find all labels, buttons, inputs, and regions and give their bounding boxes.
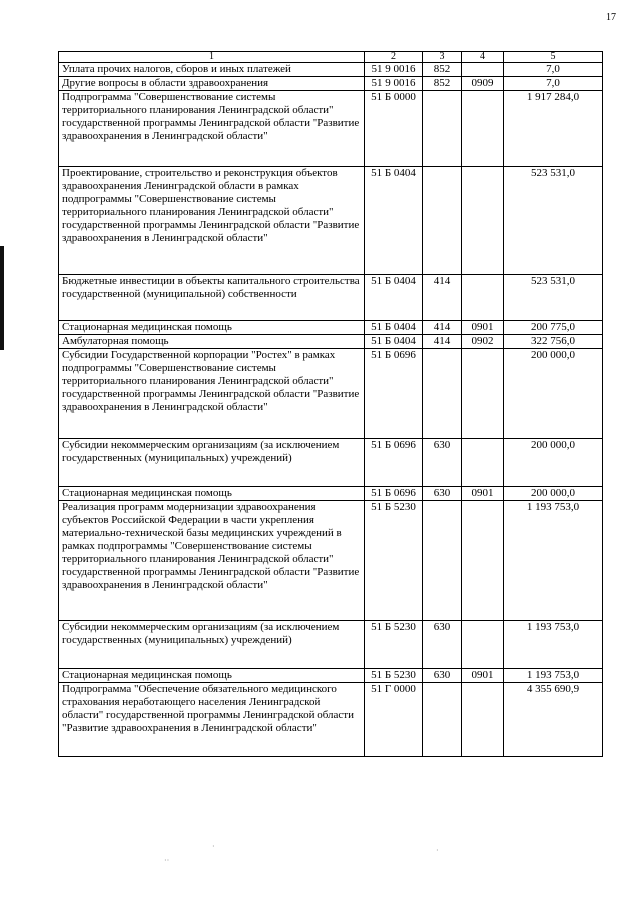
row-code: 51 Б 5230	[365, 501, 423, 621]
row-expense-type: 852	[423, 63, 462, 77]
table-row	[59, 621, 603, 669]
row-name: Стационарная медицинская помощь	[59, 669, 365, 683]
row-expense-type	[423, 683, 462, 757]
column-header-5: 5	[504, 52, 603, 63]
row-code: 51 Б 0404	[365, 335, 423, 349]
row-code: 51 Б 5230	[365, 621, 423, 669]
row-sum: 200 000,0	[504, 487, 603, 501]
row-name: Проектирование, строительство и реконструкция объектов здравоохранения Ленинградской области в рамках подпрограммы "Совершенствование системы территориального планирования Ленинградской области" государственной программы Ленинградской области "Развитие здравоохранения в Ленинградской области"	[59, 167, 365, 275]
row-expense-type	[423, 501, 462, 621]
row-code: 51 9 0016	[365, 77, 423, 91]
row-code: 51 Б 0696	[365, 487, 423, 501]
row-name: Амбулаторная помощь	[59, 335, 365, 349]
row-section: 0909	[462, 77, 504, 91]
scan-speck: ··	[164, 856, 170, 865]
table-row	[59, 167, 603, 275]
row-sum: 1 193 753,0	[504, 501, 603, 621]
table-row	[59, 683, 603, 757]
row-name: Реализация программ модернизации здравоохранения субъектов Российской Федерации в части укрепления материально-технической базы медицинских учреждений в рамках подпрограммы "Совершенствование системы территориального планирования Ленинградской области" государственной программы Ленинградской области "Развитие здравоохранения в Ленинградской области"	[59, 501, 365, 621]
row-name: Уплата прочих налогов, сборов и иных платежей	[59, 63, 365, 77]
row-section: 0901	[462, 669, 504, 683]
table-row	[59, 501, 603, 621]
page-number: 17	[606, 12, 616, 23]
row-expense-type: 630	[423, 621, 462, 669]
row-section: 0902	[462, 335, 504, 349]
row-name: Стационарная медицинская помощь	[59, 487, 365, 501]
column-header-3: 3	[423, 52, 462, 63]
row-name: Субсидии Государственной корпорации "Ростех" в рамках подпрограммы "Совершенствование системы территориального планирования Ленинградской области" государственной программы Ленинградской области "Развитие здравоохранения в Ленинградской области"	[59, 349, 365, 439]
table-row	[59, 275, 603, 321]
header-row	[59, 52, 603, 63]
table-row	[59, 63, 603, 77]
table-row	[59, 487, 603, 501]
row-section	[462, 683, 504, 757]
scan-speck: ·	[436, 846, 439, 855]
row-expense-type: 414	[423, 275, 462, 321]
row-name: Подпрограмма "Совершенствование системы территориального планирования Ленинградской области" государственной программы Ленинградской области "Развитие здравоохранения в Ленинградской области"	[59, 91, 365, 167]
table-row	[59, 349, 603, 439]
row-sum: 1 193 753,0	[504, 669, 603, 683]
row-section	[462, 439, 504, 487]
row-code: 51 Б 0404	[365, 275, 423, 321]
table-row	[59, 439, 603, 487]
row-name: Бюджетные инвестиции в объекты капитального строительства государственной (муниципальной) собственности	[59, 275, 365, 321]
row-sum: 200 000,0	[504, 349, 603, 439]
row-section	[462, 167, 504, 275]
row-section: 0901	[462, 321, 504, 335]
row-sum: 1 917 284,0	[504, 91, 603, 167]
row-code: 51 Б 0696	[365, 439, 423, 487]
row-code: 51 Б 0404	[365, 321, 423, 335]
row-expense-type: 852	[423, 77, 462, 91]
column-header-2: 2	[365, 52, 423, 63]
row-section	[462, 91, 504, 167]
scan-speck: ·	[212, 842, 215, 851]
row-expense-type: 414	[423, 335, 462, 349]
scan-edge-mark	[0, 246, 4, 350]
row-expense-type: 630	[423, 487, 462, 501]
row-code: 51 9 0016	[365, 63, 423, 77]
row-sum: 523 531,0	[504, 275, 603, 321]
row-expense-type	[423, 91, 462, 167]
row-expense-type	[423, 167, 462, 275]
column-header-4: 4	[462, 52, 504, 63]
row-name: Субсидии некоммерческим организациям (за исключением государственных (муниципальных) учреждений)	[59, 439, 365, 487]
row-section	[462, 501, 504, 621]
row-sum: 200 000,0	[504, 439, 603, 487]
row-code: 51 Б 5230	[365, 669, 423, 683]
row-code: 51 Б 0696	[365, 349, 423, 439]
row-section	[462, 63, 504, 77]
table-row	[59, 91, 603, 167]
row-name: Субсидии некоммерческим организациям (за исключением государственных (муниципальных) учреждений)	[59, 621, 365, 669]
row-sum: 322 756,0	[504, 335, 603, 349]
row-sum: 7,0	[504, 63, 603, 77]
row-code: 51 Б 0000	[365, 91, 423, 167]
budget-table	[58, 51, 603, 757]
row-sum: 1 193 753,0	[504, 621, 603, 669]
row-sum: 523 531,0	[504, 167, 603, 275]
row-name: Стационарная медицинская помощь	[59, 321, 365, 335]
table-row	[59, 669, 603, 683]
row-section	[462, 349, 504, 439]
row-code: 51 Г 0000	[365, 683, 423, 757]
table-body	[59, 63, 603, 757]
column-header-1: 1	[59, 52, 365, 63]
row-sum: 200 775,0	[504, 321, 603, 335]
row-section: 0901	[462, 487, 504, 501]
row-expense-type: 630	[423, 669, 462, 683]
row-sum: 4 355 690,9	[504, 683, 603, 757]
row-expense-type: 630	[423, 439, 462, 487]
row-expense-type	[423, 349, 462, 439]
row-code: 51 Б 0404	[365, 167, 423, 275]
row-name: Подпрограмма "Обеспечение обязательного медицинского страхования неработающего населения Ленинградской области" государственной программы Ленинградской области "Развитие здравоохранения в Ленинградской области"	[59, 683, 365, 757]
row-sum: 7,0	[504, 77, 603, 91]
table-row	[59, 77, 603, 91]
row-section	[462, 621, 504, 669]
table-row	[59, 335, 603, 349]
table-row	[59, 321, 603, 335]
row-section	[462, 275, 504, 321]
row-expense-type: 414	[423, 321, 462, 335]
row-name: Другие вопросы в области здравоохранения	[59, 77, 365, 91]
